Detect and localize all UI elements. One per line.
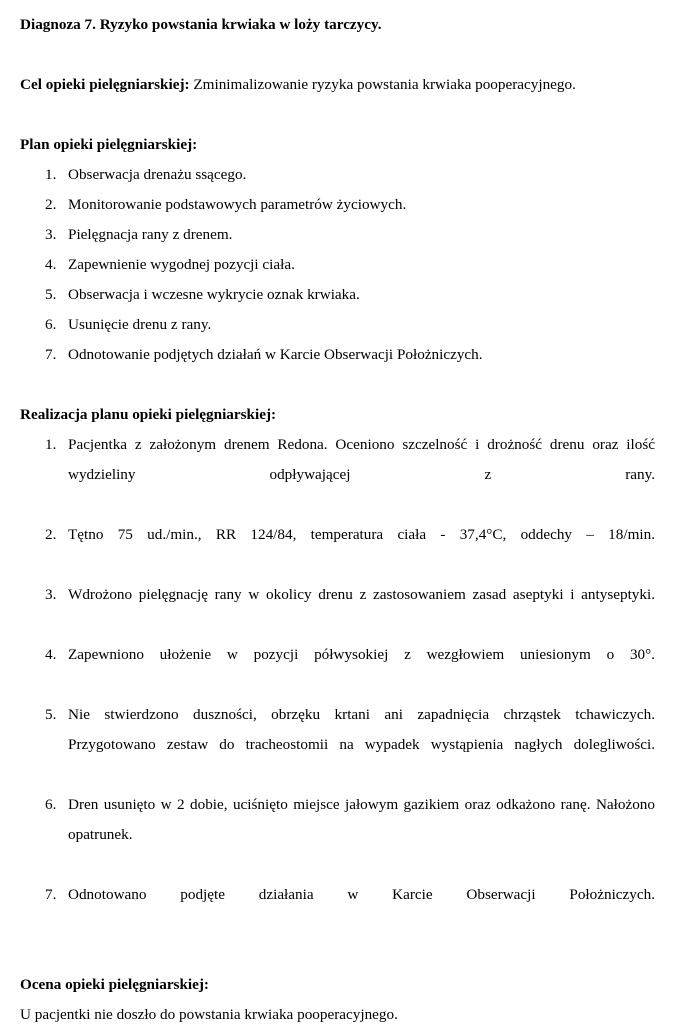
care-goal-label: Cel opieki pielęgniarskiej: (20, 76, 190, 93)
list-item (20, 790, 655, 880)
care-evaluation-text: U pacjentki nie doszło do powstania krwiaka pooperacyjnego. (20, 1006, 398, 1023)
spacer (20, 940, 655, 970)
list-item-text: Tętno 75 ud./min., RR 124/84, temperatura ciała - 37,4°C, oddechy – 18/min. (68, 526, 655, 543)
list-item-text: Obserwacja i wczesne wykrycie oznak krwiaka. (68, 286, 360, 303)
spacer (20, 40, 655, 70)
list-item-text: Wdrożono pielęgnację rany w okolicy drenu z zastosowaniem zasad aseptyki i antyseptyki. (68, 586, 655, 603)
list-item-text: Pacjentka z założonym drenem Redona. Oceniono szczelność i drożność drenu oraz ilość wydzieliny odpływającej z rany. (68, 436, 655, 483)
care-plan-list (20, 160, 655, 370)
list-item (20, 250, 655, 280)
care-realization-list (20, 430, 655, 940)
care-goal-text: Zminimalizowanie ryzyka powstania krwiaka pooperacyjnego. (189, 76, 576, 93)
list-item (20, 880, 655, 940)
care-realization-heading: Realizacja planu opieki pielęgniarskiej: (20, 406, 277, 423)
list-item (20, 340, 655, 370)
list-item (20, 640, 655, 700)
care-evaluation-heading: Ocena opieki pielęgniarskiej: (20, 976, 209, 993)
list-item (20, 520, 655, 580)
list-item-text: Nie stwierdzono duszności, obrzęku krtani ani zapadnięcia chrząstek tchawiczych. Przygotowano zestaw do tracheostomii na wypadek wystąpienia nagłych dolegliwości. (68, 706, 655, 753)
list-item (20, 190, 655, 220)
list-item-text: Odnotowano podjęte działania w Karcie Obserwacji Położniczych. (68, 886, 655, 903)
diagnosis-title: Diagnoza 7. Ryzyko powstania krwiaka w loży tarczycy. (20, 16, 382, 33)
list-item-text: Zapewnienie wygodnej pozycji ciała. (68, 256, 295, 273)
list-item (20, 310, 655, 340)
list-item (20, 580, 655, 640)
list-item (20, 280, 655, 310)
list-item-text: Zapewniono ułożenie w pozycji półwysokiej z wezgłowiem uniesionym o 30°. (68, 646, 655, 663)
list-item-text: Dren usunięto w 2 dobie, uciśnięto miejsce jałowym gazikiem oraz odkażono ranę. Nałożono opatrunek. (68, 796, 655, 843)
spacer (20, 100, 655, 130)
list-item-text: Obserwacja drenażu ssącego. (68, 166, 247, 183)
spacer (20, 370, 655, 400)
list-item-text: Pielęgnacja rany z drenem. (68, 226, 233, 243)
list-item (20, 220, 655, 250)
list-item (20, 430, 655, 520)
list-item (20, 700, 655, 790)
care-goal-paragraph (20, 70, 655, 100)
list-item-text: Monitorowanie podstawowych parametrów życiowych. (68, 196, 407, 213)
list-item-text: Odnotowanie podjętych działań w Karcie Obserwacji Położniczych. (68, 346, 483, 363)
care-plan-heading: Plan opieki pielęgniarskiej: (20, 136, 198, 153)
list-item-text: Usunięcie drenu z rany. (68, 316, 212, 333)
list-item (20, 160, 655, 190)
